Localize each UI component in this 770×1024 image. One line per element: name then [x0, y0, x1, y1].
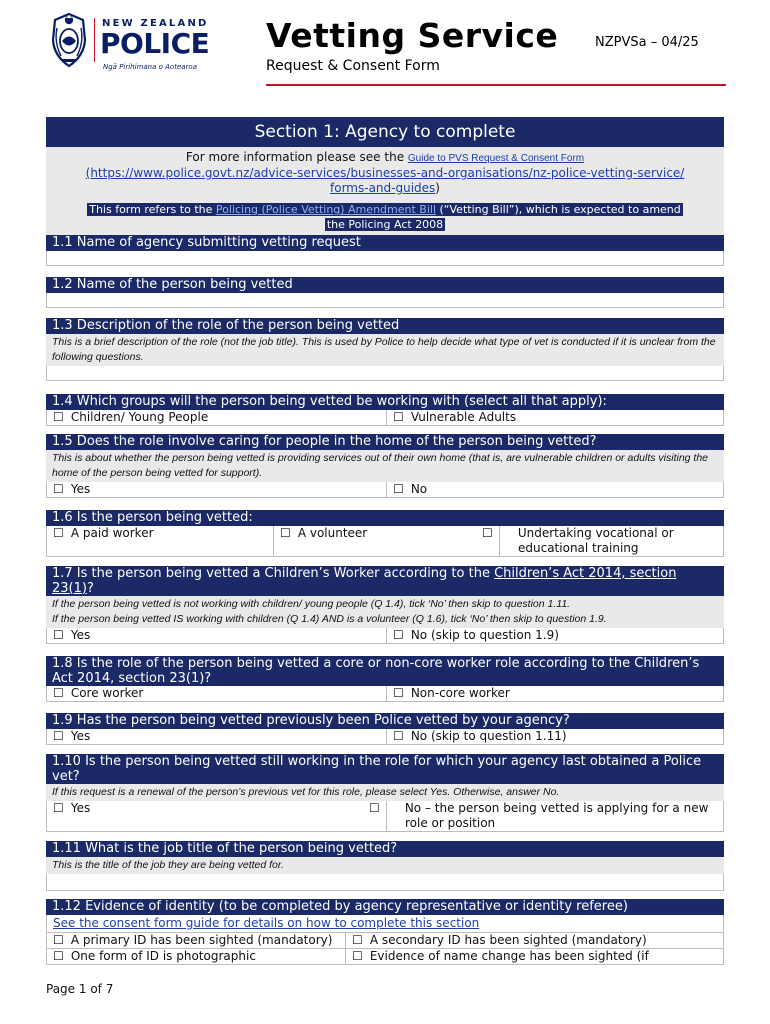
checkbox-icon[interactable]: ☐ [280, 525, 291, 540]
police-crest-icon [48, 12, 90, 68]
question-1-11 [46, 841, 724, 891]
intro-url-close: ) [435, 181, 440, 195]
intro-line [52, 150, 718, 166]
question-1-1-heading: 1.1 Name of agency submitting vetting request [46, 235, 724, 251]
guide-link[interactable]: Guide to PVS Request & Consent Form [407, 153, 585, 164]
option-label: Yes [70, 801, 91, 815]
option-label: Non-core worker [410, 686, 510, 700]
option-label: No (skip to question 1.11) [410, 728, 567, 743]
option-volunteer[interactable] [273, 526, 499, 556]
option-yes[interactable] [47, 801, 386, 831]
option-no-new-role[interactable] [369, 801, 723, 831]
question-1-8 [46, 656, 724, 702]
question-1-7-note [46, 596, 724, 628]
question-1-2-heading: 1.2 Name of the person being vetted [46, 277, 724, 293]
checkbox-icon[interactable]: ☐ [352, 932, 363, 947]
option-secondary-id[interactable] [345, 933, 723, 948]
option-label: Evidence of name change has been sighted (if [369, 948, 649, 963]
question-1-9-options [46, 729, 724, 745]
question-1-11-heading: 1.11 What is the job title of the person being vetted? [46, 841, 724, 857]
vetting-bill-link[interactable]: Policing (Police Vetting) Amendment Bill [215, 203, 437, 216]
document-subtitle: Request & Consent Form [266, 58, 440, 74]
question-1-12-heading: 1.12 Evidence of identity (to be completed by agency representative or identity referee) [46, 899, 724, 915]
question-1-3-note: This is a brief description of the role (not the job title). This is used by Police to help decide what type of vet is conducted if it is unclear from the following questions. [46, 334, 724, 366]
checkbox-icon[interactable]: ☐ [53, 628, 64, 642]
question-1-4-options [46, 410, 724, 426]
section-1-heading: Section 1: Agency to complete [46, 117, 724, 147]
question-1-1 [46, 235, 724, 266]
job-title-field[interactable] [46, 874, 724, 891]
intro-prefix: For more information please see the [185, 150, 405, 164]
question-1-2 [46, 277, 724, 308]
form-code: NZPVSa – 04/25 [595, 35, 699, 50]
person-name-field[interactable] [46, 293, 724, 308]
question-1-10-heading: 1.10 Is the person being vetted still working in the role for which your agency last obtained a Police vet? [46, 754, 724, 784]
question-1-5-heading: 1.5 Does the role involve caring for people in the home of the person being vetted? [46, 434, 724, 450]
option-yes[interactable] [47, 729, 386, 744]
nz-police-logo [48, 12, 218, 71]
question-1-5 [46, 434, 724, 498]
intro-url-line [52, 166, 718, 181]
option-label: No – the person being vetted is applying for a new role or position [404, 801, 709, 830]
question-1-10-options [46, 801, 724, 832]
heading-suffix: ? [86, 580, 94, 596]
logo-country-text: NEW ZEALAND [102, 18, 209, 29]
checkbox-icon[interactable]: ☐ [393, 686, 404, 700]
header-rule [266, 84, 726, 86]
question-1-12-options-row-2 [46, 949, 724, 965]
checkbox-icon[interactable]: ☐ [482, 525, 493, 540]
option-label: A paid worker [70, 525, 154, 540]
option-core-worker[interactable] [47, 686, 386, 701]
option-photographic-id[interactable] [47, 949, 345, 964]
question-1-4-heading: 1.4 Which groups will the person being vetted be working with (select all that apply): [46, 394, 724, 410]
option-training[interactable] [482, 525, 723, 556]
note-prefix: This form refers to the [89, 203, 213, 216]
question-1-3 [46, 318, 724, 381]
option-label: No (skip to question 1.9) [410, 628, 559, 642]
option-label: A primary ID has been sighted (mandatory) [70, 932, 333, 947]
question-1-3-heading: 1.3 Description of the role of the person being vetted [46, 318, 724, 334]
intro-url-line-2 [52, 181, 718, 196]
option-name-change[interactable] [345, 949, 723, 964]
question-1-6-options [46, 526, 724, 557]
option-children[interactable] [47, 410, 386, 425]
role-description-field[interactable] [46, 366, 724, 381]
question-1-8-options [46, 686, 724, 702]
checkbox-icon[interactable]: ☐ [53, 686, 64, 700]
option-label: Core worker [70, 686, 144, 700]
question-1-7-options [46, 628, 724, 644]
question-1-9 [46, 713, 724, 745]
checkbox-icon[interactable]: ☐ [53, 948, 64, 963]
logo-maori-text: Ngā Pirihimana o Aotearoa [103, 63, 197, 71]
option-no[interactable] [386, 729, 723, 744]
option-label: Yes [70, 481, 91, 496]
note-end: the Policing Act 2008 [326, 218, 444, 231]
checkbox-icon[interactable]: ☐ [393, 728, 404, 743]
question-1-11-note: This is the title of the job they are being vetted for. [46, 857, 724, 874]
option-vulnerable-adults[interactable] [386, 410, 723, 425]
childrens-act-link[interactable]: Children’s Act 2014, section 23(1) [52, 566, 677, 596]
question-1-10-note: If this request is a renewal of the person’s previous vet for this role, please select Yes. Otherwise, answer No. [46, 784, 724, 801]
checkbox-icon[interactable]: ☐ [53, 932, 64, 947]
page-number: Page 1 of 7 [46, 982, 114, 996]
option-no[interactable] [386, 482, 723, 497]
section-1-form [46, 117, 724, 963]
question-1-12 [46, 899, 724, 965]
option-paid-worker[interactable] [47, 526, 273, 556]
logo-police-text: POLICE [100, 27, 210, 60]
guide-url-link[interactable]: (https://www.police.govt.nz/advice-services/businesses-and-organisations/nz-police-vetting-service/ [85, 166, 685, 180]
question-1-5-note: This is about whether the person being vetted is providing services out of their own home (that is, are vulnerable children or adults visiting the home of the person being vetted for support). [46, 450, 724, 482]
checkbox-icon[interactable]: ☐ [352, 948, 363, 963]
checkbox-icon[interactable]: ☐ [393, 481, 404, 496]
checkbox-icon[interactable]: ☐ [369, 801, 380, 815]
option-label: Vulnerable Adults [410, 409, 517, 424]
note-mid: (“Vetting Bill”), which is expected to amend [439, 203, 681, 216]
question-1-7-heading [46, 566, 724, 596]
question-1-10 [46, 754, 724, 832]
checkbox-icon[interactable]: ☐ [53, 801, 64, 815]
vetting-bill-note-text [87, 203, 683, 216]
consent-guide-link[interactable]: See the consent form guide for details on how to complete this section [46, 915, 724, 933]
document-title: Vetting Service [266, 16, 559, 55]
question-1-4 [46, 394, 724, 426]
question-1-7 [46, 566, 724, 644]
logo-divider [94, 18, 95, 62]
option-label: No [410, 481, 428, 496]
option-label: One form of ID is photographic [70, 948, 256, 963]
question-1-6-heading: 1.6 Is the person being vetted: [46, 510, 724, 526]
option-label: A volunteer [297, 525, 368, 540]
question-1-8-heading: 1.8 Is the role of the person being vetted a core or non-core worker role according to the Children’s Act 2014, section 23(1)? [46, 656, 724, 686]
vetting-bill-note [52, 196, 718, 238]
note-line-2: If the person being vetted IS working with children (Q 1.4) AND is a volunteer (Q 1.6), tick ‘No’ then skip to question 1.9. [52, 613, 607, 625]
question-1-9-heading: 1.9 Has the person being vetted previously been Police vetted by your agency? [46, 713, 724, 729]
checkbox-icon[interactable]: ☐ [53, 525, 64, 540]
option-label: Undertaking vocational or educational training [517, 525, 674, 555]
heading-prefix: 1.7 Is the person being vetted a Children’s Worker according to the [52, 566, 490, 581]
question-1-5-options [46, 482, 724, 498]
option-label: Yes [70, 628, 91, 642]
option-label: Children/ Young People [70, 409, 209, 424]
note-line-1: If the person being vetted is not working with children/ young people (Q 1.4), tick ‘No’ then skip to question 1.11. [52, 598, 571, 610]
option-primary-id[interactable] [47, 933, 345, 948]
checkbox-icon[interactable]: ☐ [53, 728, 64, 743]
option-non-core-worker[interactable] [386, 686, 723, 701]
option-label: A secondary ID has been sighted (mandatory) [369, 932, 647, 947]
option-no[interactable] [386, 628, 723, 643]
question-1-6 [46, 510, 724, 557]
checkbox-icon[interactable]: ☐ [53, 481, 64, 496]
option-yes[interactable] [47, 628, 386, 643]
option-yes[interactable] [47, 482, 386, 497]
guide-url-link-2[interactable]: forms-and-guides [330, 181, 436, 195]
checkbox-icon[interactable]: ☐ [393, 409, 404, 424]
checkbox-icon[interactable]: ☐ [53, 409, 64, 424]
question-1-12-options-row-1 [46, 933, 724, 949]
option-label: Yes [70, 728, 91, 743]
agency-name-field[interactable] [46, 251, 724, 266]
checkbox-icon[interactable]: ☐ [393, 628, 404, 642]
section-1-intro [46, 147, 724, 242]
